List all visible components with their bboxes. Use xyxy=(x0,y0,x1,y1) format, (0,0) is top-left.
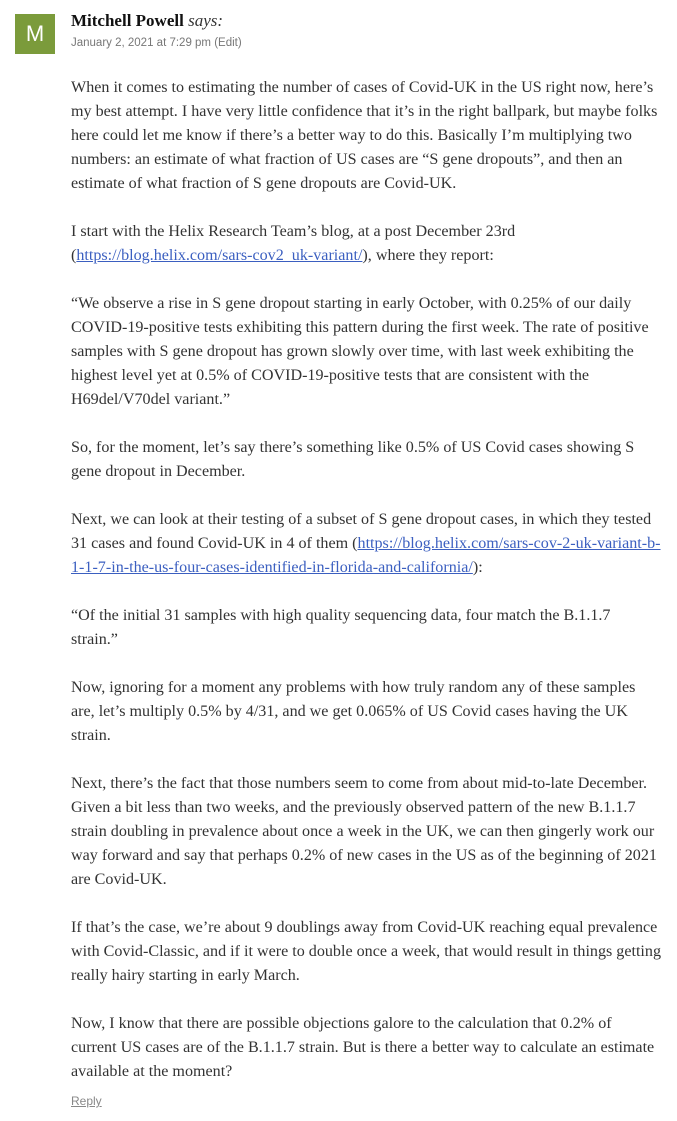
comment-body xyxy=(71,76,661,1108)
text: I start with the Helix Research Team’s blog, at a post December 23rd ( xyxy=(71,223,516,264)
comment-meta xyxy=(71,37,242,49)
comment-author-line xyxy=(71,10,223,32)
avatar: M xyxy=(15,14,55,54)
text: ): xyxy=(472,559,483,576)
author-name: Mitchell Powell xyxy=(71,11,184,30)
quote-paragraph: “We observe a rise in S gene dropout starting in early October, with 0.25% of our daily COVID-19-positive tests exhibiting this pattern during the first week. The rate of positive samples with S gene dropout has grown slowly over time, with last week exhibiting the highest level yet at 0.5% of COVID-19-positive tests that are consistent with the H69del/V70del variant.” xyxy=(71,295,649,408)
paragraph: Now, ignoring for a moment any problems with how truly random any of these samples are, let’s multiply 0.5% by 4/31, and we get 0.065% of US Covid cases having the UK strain. xyxy=(71,679,636,744)
helix-uk-variant-link[interactable]: https://blog.helix.com/sars-cov-2-uk-variant-b-1-1-7-in-the-us-four-cases-identified-in-florida-and-california/ xyxy=(71,535,661,576)
says-label: says: xyxy=(188,11,224,30)
paragraph: When it comes to estimating the number of cases of Covid-UK in the US right now, here’s my best attempt. I have very little confidence that it’s in the right ballpark, but maybe folks here could let me know if there’s a better way to do this. Basically I’m multiplying two numbers: an estimate of what fraction of US cases are “S gene dropouts”, and then an estimate of what fraction of S gene dropouts are Covid-UK. xyxy=(71,79,658,192)
edit-link[interactable]: (Edit) xyxy=(214,37,242,49)
paragraph xyxy=(71,508,661,580)
reply-link[interactable]: Reply xyxy=(71,1094,102,1108)
paragraph: So, for the moment, let’s say there’s something like 0.5% of US Covid cases showing S gene dropout in December. xyxy=(71,439,635,480)
comment-date-link[interactable]: January 2, 2021 at 7:29 pm xyxy=(71,37,212,49)
quote-paragraph: “Of the initial 31 samples with high quality sequencing data, four match the B.1.1.7 strain.” xyxy=(71,607,611,648)
paragraph: Next, there’s the fact that those numbers seem to come from about mid-to-late December. Given a bit less than two weeks, and the previously observed pattern of the new B.1.1.7 strain doubling in prevalence about once a week in the UK, we can then gingerly work our way forward and say that perhaps 0.2% of new cases in the US as of the beginning of 2021 are Covid-UK. xyxy=(71,775,657,888)
helix-blog-link[interactable]: https://blog.helix.com/sars-cov2_uk-variant/ xyxy=(76,247,363,264)
paragraph xyxy=(71,220,661,268)
paragraph: Now, I know that there are possible objections galore to the calculation that 0.2% of current US cases are of the B.1.1.7 strain. But is there a better way to calculate an estimate available at the moment? xyxy=(71,1015,655,1080)
paragraph: If that’s the case, we’re about 9 doublings away from Covid-UK reaching equal prevalence with Covid-Classic, and if it were to double once a week, that would result in things getting really hairy starting in early March. xyxy=(71,919,661,984)
text: Next, we can look at their testing of a subset of S gene dropout cases, in which they tested 31 cases and found Covid-UK in 4 of them ( xyxy=(71,511,652,552)
text: ), where they report: xyxy=(362,247,494,264)
